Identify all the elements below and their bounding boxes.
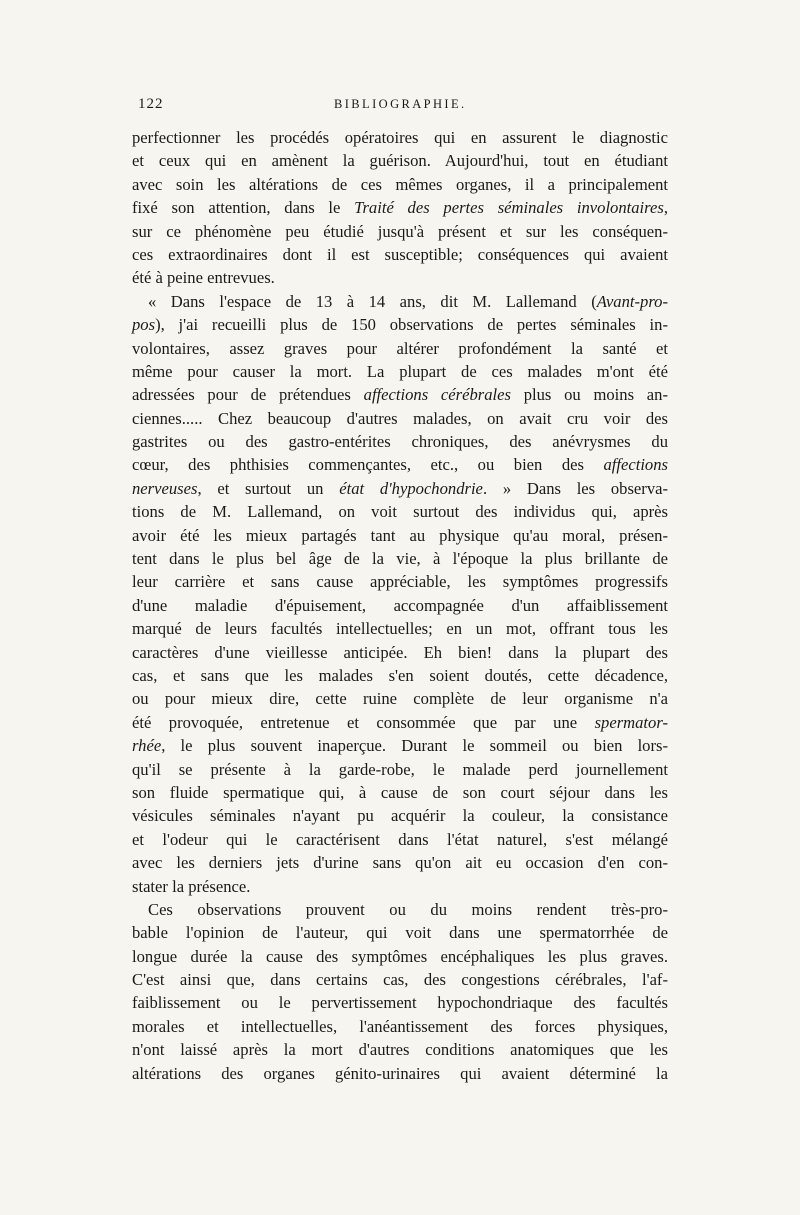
text-segment: faiblissement ou le pervertissement hypochondriaque des facultés <box>132 993 668 1013</box>
italic-text: spermator- <box>594 712 668 732</box>
text-segment: Ces observations prouvent ou du moins rendent très-pro- <box>148 899 668 919</box>
text-segment: son fluide spermatique qui, à cause de son court séjour dans les <box>132 782 668 802</box>
text-segment: caractères d'une vieillesse anticipée. Eh bien! dans la plupart des <box>132 642 668 662</box>
text-line <box>132 173 668 196</box>
page-number: 122 <box>138 96 164 112</box>
text-segment: stater la présence. <box>132 876 251 896</box>
text-segment: C'est ainsi que, dans certains cas, des congestions cérébrales, l'af- <box>132 970 668 990</box>
text-line <box>132 524 668 547</box>
text-line <box>132 220 668 243</box>
body-text <box>132 126 668 1085</box>
italic-text: état d'hypochondrie <box>339 478 483 498</box>
text-segment: qu'il se présente à la garde-robe, le malade perd journellement <box>132 759 668 779</box>
italic-text: Avant-pro- <box>596 291 668 311</box>
italic-text: nerveuses <box>132 478 198 498</box>
text-line <box>132 1015 668 1038</box>
text-line <box>132 360 668 383</box>
text-segment: , <box>663 198 668 218</box>
text-line <box>132 898 668 921</box>
text-segment: volontaires, assez graves pour altérer profondément la santé et <box>132 338 668 358</box>
text-segment: ciennes..... Chez beaucoup d'autres malades, on avait cru voir des <box>132 408 668 428</box>
text-segment: plus ou moins an- <box>510 385 668 405</box>
text-line <box>132 828 668 851</box>
text-line <box>132 383 668 406</box>
text-segment: et ceux qui en amènent la guérison. Aujourd'hui, tout en étudiant <box>132 151 668 171</box>
text-segment: même pour causer la mort. La plupart de ces malades m'ont été <box>132 361 668 381</box>
text-segment: avoir été les mieux partagés tant au physique qu'au moral, présen- <box>132 525 668 545</box>
italic-text: pos <box>132 315 156 335</box>
text-line <box>132 453 668 476</box>
text-segment: d'une maladie d'épuisement, accompagnée d'un affaiblissement <box>132 595 668 615</box>
text-line <box>132 149 668 172</box>
text-segment: longue durée la cause des symptômes encéphaliques les plus graves. <box>132 946 668 966</box>
text-line <box>132 407 668 430</box>
text-line <box>132 734 668 757</box>
text-segment: perfectionner les procédés opératoires qui en assurent le diagnostic <box>132 128 668 147</box>
text-segment: cœur, des phthisies commençantes, etc., ou bien des <box>132 455 604 475</box>
text-line <box>132 851 668 874</box>
text-line <box>132 196 668 219</box>
text-line <box>132 290 668 313</box>
italic-text: Traité des pertes séminales involontaires <box>354 198 664 218</box>
text-segment: gastrites ou des gastro-entérites chroniques, des anévrysmes du <box>132 432 668 452</box>
text-segment: tions de M. Lallemand, on voit surtout des individus qui, après <box>132 502 668 522</box>
text-line <box>132 500 668 523</box>
text-line <box>132 570 668 593</box>
text-line <box>132 1038 668 1061</box>
text-line <box>132 430 668 453</box>
text-segment: été à peine entrevues. <box>132 268 275 288</box>
text-line <box>132 266 668 289</box>
text-line <box>132 945 668 968</box>
text-line <box>132 641 668 664</box>
text-line <box>132 758 668 781</box>
text-segment: bable l'opinion de l'auteur, qui voit dans une spermatorrhée de <box>132 923 668 943</box>
text-segment: ou pour mieux dire, cette ruine complète de leur organisme n'a <box>132 689 668 709</box>
text-segment: et l'odeur qui le caractérisent dans l'état naturel, s'est mélangé <box>132 829 668 849</box>
text-line <box>132 711 668 734</box>
text-segment: marqué de leurs facultés intellectuelles; en un mot, offrant tous les <box>132 619 668 639</box>
text-line <box>132 875 668 898</box>
text-line <box>132 313 668 336</box>
text-line <box>132 477 668 500</box>
italic-text: affections <box>603 455 668 475</box>
text-segment: avec soin les altérations de ces mêmes organes, il a principalement <box>132 174 668 194</box>
text-line <box>132 337 668 360</box>
text-segment: . » Dans les observa- <box>482 478 669 498</box>
text-line <box>132 126 668 149</box>
text-line <box>132 547 668 570</box>
text-segment: n'ont laissé après la mort d'autres conditions anatomiques que les <box>132 1040 668 1060</box>
text-line <box>132 921 668 944</box>
text-line <box>132 804 668 827</box>
page-header <box>138 96 668 118</box>
text-segment: été provoquée, entretenue et consommée que par une <box>132 712 595 732</box>
text-segment: , et surtout un <box>197 478 340 498</box>
italic-text: rhée <box>132 736 162 756</box>
text-line <box>132 687 668 710</box>
text-segment: ), j'ai recueilli plus de 150 observations de pertes séminales in- <box>155 315 668 335</box>
text-line <box>132 991 668 1014</box>
text-line <box>132 243 668 266</box>
text-segment: altérations des organes génito-urinaires qui avaient déterminé la <box>132 1063 668 1083</box>
text-line <box>132 968 668 991</box>
running-head: BIBLIOGRAPHIE. <box>334 97 467 111</box>
text-segment: sur ce phénomène peu étudié jusqu'à présent et sur les conséquen- <box>132 221 668 241</box>
text-line <box>132 594 668 617</box>
text-segment: tent dans le plus bel âge de la vie, à l'époque la plus brillante de <box>132 549 668 569</box>
text-segment: cas, et sans que les malades s'en soient doutés, cette décadence, <box>132 665 668 685</box>
text-segment: vésicules séminales n'ayant pu acquérir la couleur, la consistance <box>132 806 668 826</box>
text-segment: ces extraordinaires dont il est susceptible; conséquences qui avaient <box>132 244 668 264</box>
text-segment: fixé son attention, dans le <box>132 198 355 218</box>
italic-text: affections cérébrales <box>363 385 511 405</box>
text-line <box>132 664 668 687</box>
text-segment: leur carrière et sans cause appréciable, les symptômes progressifs <box>132 572 668 592</box>
text-line <box>132 781 668 804</box>
text-segment: « Dans l'espace de 13 à 14 ans, dit M. Lallemand ( <box>148 291 597 311</box>
text-segment: , le plus souvent inaperçue. Durant le sommeil ou bien lors- <box>161 736 668 756</box>
text-segment: adressées pour de prétendues <box>132 385 364 405</box>
text-segment: morales et intellectuelles, l'anéantissement des forces physiques, <box>132 1016 668 1036</box>
text-line <box>132 1062 668 1085</box>
text-segment: avec les derniers jets d'urine sans qu'on ait eu occasion d'en con- <box>132 853 668 873</box>
text-line <box>132 617 668 640</box>
